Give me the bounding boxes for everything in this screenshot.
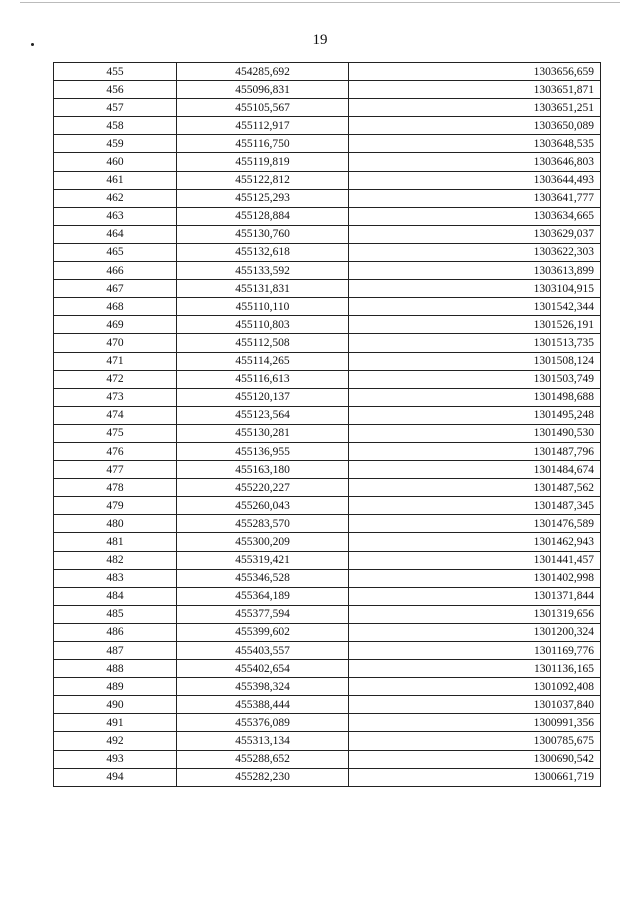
- point-number-cell: 474: [54, 406, 177, 424]
- table-row: [54, 551, 601, 569]
- y-coordinate-cell: 1301476,589: [349, 515, 601, 533]
- point-number-cell: 472: [54, 370, 177, 388]
- y-coordinate-cell: 1300690,542: [349, 750, 601, 768]
- y-coordinate-cell: 1300991,356: [349, 714, 601, 732]
- point-number-cell: 492: [54, 732, 177, 750]
- x-coordinate-cell: 455130,281: [177, 424, 349, 442]
- x-coordinate-cell: 455376,089: [177, 714, 349, 732]
- y-coordinate-cell: 1303646,803: [349, 153, 601, 171]
- table-row: [54, 406, 601, 424]
- table-row: [54, 189, 601, 207]
- x-coordinate-cell: 455319,421: [177, 551, 349, 569]
- y-coordinate-cell: 1301200,324: [349, 623, 601, 641]
- x-coordinate-cell: 455260,043: [177, 497, 349, 515]
- x-coordinate-cell: 455402,654: [177, 660, 349, 678]
- y-coordinate-cell: 1303651,251: [349, 99, 601, 117]
- table-row: [54, 262, 601, 280]
- x-coordinate-cell: 455116,750: [177, 135, 349, 153]
- table-row: [54, 171, 601, 189]
- point-number-cell: 493: [54, 750, 177, 768]
- point-number-cell: 462: [54, 189, 177, 207]
- x-coordinate-cell: 455288,652: [177, 750, 349, 768]
- x-coordinate-cell: 455128,884: [177, 207, 349, 225]
- y-coordinate-cell: 1303629,037: [349, 225, 601, 243]
- table-row: [54, 442, 601, 460]
- x-coordinate-cell: 455399,602: [177, 623, 349, 641]
- table-row: [54, 660, 601, 678]
- x-coordinate-cell: 455133,592: [177, 262, 349, 280]
- coordinates-table-body: [54, 63, 601, 787]
- table-row: [54, 225, 601, 243]
- y-coordinate-cell: 1303104,915: [349, 280, 601, 298]
- x-coordinate-cell: 455300,209: [177, 533, 349, 551]
- y-coordinate-cell: 1301136,165: [349, 660, 601, 678]
- y-coordinate-cell: 1300661,719: [349, 768, 601, 786]
- y-coordinate-cell: 1303634,665: [349, 207, 601, 225]
- x-coordinate-cell: 455377,594: [177, 605, 349, 623]
- table-row: [54, 461, 601, 479]
- y-coordinate-cell: 1301037,840: [349, 696, 601, 714]
- x-coordinate-cell: 455136,955: [177, 442, 349, 460]
- table-row: [54, 370, 601, 388]
- y-coordinate-cell: 1301169,776: [349, 642, 601, 660]
- y-coordinate-cell: 1303641,777: [349, 189, 601, 207]
- x-coordinate-cell: 455220,227: [177, 479, 349, 497]
- point-number-cell: 485: [54, 605, 177, 623]
- y-coordinate-cell: 1301487,562: [349, 479, 601, 497]
- point-number-cell: 478: [54, 479, 177, 497]
- y-coordinate-cell: 1301462,943: [349, 533, 601, 551]
- point-number-cell: 466: [54, 262, 177, 280]
- x-coordinate-cell: 455283,570: [177, 515, 349, 533]
- y-coordinate-cell: 1301508,124: [349, 352, 601, 370]
- y-coordinate-cell: 1301495,248: [349, 406, 601, 424]
- y-coordinate-cell: 1301526,191: [349, 316, 601, 334]
- table-row: [54, 388, 601, 406]
- point-number-cell: 456: [54, 81, 177, 99]
- table-row: [54, 298, 601, 316]
- point-number-cell: 468: [54, 298, 177, 316]
- coordinates-table: [53, 62, 601, 787]
- table-row: [54, 243, 601, 261]
- y-coordinate-cell: 1303656,659: [349, 63, 601, 81]
- point-number-cell: 494: [54, 768, 177, 786]
- point-number-cell: 473: [54, 388, 177, 406]
- x-coordinate-cell: 455123,564: [177, 406, 349, 424]
- y-coordinate-cell: 1301542,344: [349, 298, 601, 316]
- y-coordinate-cell: 1301503,749: [349, 370, 601, 388]
- top-rule: [20, 2, 620, 3]
- y-coordinate-cell: 1301092,408: [349, 678, 601, 696]
- point-number-cell: 489: [54, 678, 177, 696]
- y-coordinate-cell: 1301487,345: [349, 497, 601, 515]
- point-number-cell: 486: [54, 623, 177, 641]
- table-row: [54, 497, 601, 515]
- point-number-cell: 476: [54, 442, 177, 460]
- point-number-cell: 491: [54, 714, 177, 732]
- table-row: [54, 479, 601, 497]
- table-row: [54, 750, 601, 768]
- table-row: [54, 316, 601, 334]
- table-row: [54, 135, 601, 153]
- point-number-cell: 458: [54, 117, 177, 135]
- table-row: [54, 587, 601, 605]
- y-coordinate-cell: 1301490,530: [349, 424, 601, 442]
- y-coordinate-cell: 1301319,656: [349, 605, 601, 623]
- table-row: [54, 334, 601, 352]
- point-number-cell: 481: [54, 533, 177, 551]
- x-coordinate-cell: 455282,230: [177, 768, 349, 786]
- point-number-cell: 465: [54, 243, 177, 261]
- y-coordinate-cell: 1301402,998: [349, 569, 601, 587]
- y-coordinate-cell: 1301487,796: [349, 442, 601, 460]
- x-coordinate-cell: 455346,528: [177, 569, 349, 587]
- x-coordinate-cell: 455122,812: [177, 171, 349, 189]
- y-coordinate-cell: 1300785,675: [349, 732, 601, 750]
- point-number-cell: 480: [54, 515, 177, 533]
- point-number-cell: 487: [54, 642, 177, 660]
- x-coordinate-cell: 455112,917: [177, 117, 349, 135]
- table-row: [54, 714, 601, 732]
- x-coordinate-cell: 455313,134: [177, 732, 349, 750]
- x-coordinate-cell: 455114,265: [177, 352, 349, 370]
- y-coordinate-cell: 1301371,844: [349, 587, 601, 605]
- table-row: [54, 424, 601, 442]
- table-row: [54, 533, 601, 551]
- table-row: [54, 642, 601, 660]
- table-row: [54, 352, 601, 370]
- table-row: [54, 678, 601, 696]
- point-number-cell: 484: [54, 587, 177, 605]
- page-number: 19: [312, 32, 328, 48]
- point-number-cell: 471: [54, 352, 177, 370]
- point-number-cell: 477: [54, 461, 177, 479]
- x-coordinate-cell: 455398,324: [177, 678, 349, 696]
- table-row: [54, 153, 601, 171]
- table-row: [54, 623, 601, 641]
- y-coordinate-cell: 1303648,535: [349, 135, 601, 153]
- x-coordinate-cell: 455364,189: [177, 587, 349, 605]
- y-coordinate-cell: 1303650,089: [349, 117, 601, 135]
- table-row: [54, 569, 601, 587]
- table-row: [54, 280, 601, 298]
- x-coordinate-cell: 455119,819: [177, 153, 349, 171]
- x-coordinate-cell: 455130,760: [177, 225, 349, 243]
- x-coordinate-cell: 455131,831: [177, 280, 349, 298]
- y-coordinate-cell: 1303644,493: [349, 171, 601, 189]
- x-coordinate-cell: 455110,110: [177, 298, 349, 316]
- point-number-cell: 469: [54, 316, 177, 334]
- x-coordinate-cell: 454285,692: [177, 63, 349, 81]
- table-row: [54, 99, 601, 117]
- point-number-cell: 461: [54, 171, 177, 189]
- y-coordinate-cell: 1303651,871: [349, 81, 601, 99]
- x-coordinate-cell: 455125,293: [177, 189, 349, 207]
- table-row: [54, 515, 601, 533]
- point-number-cell: 459: [54, 135, 177, 153]
- margin-dot: [31, 43, 34, 46]
- y-coordinate-cell: 1301441,457: [349, 551, 601, 569]
- point-number-cell: 467: [54, 280, 177, 298]
- table-row: [54, 768, 601, 786]
- table-row: [54, 696, 601, 714]
- x-coordinate-cell: 455120,137: [177, 388, 349, 406]
- table-row: [54, 117, 601, 135]
- y-coordinate-cell: 1301498,688: [349, 388, 601, 406]
- y-coordinate-cell: 1303622,303: [349, 243, 601, 261]
- x-coordinate-cell: 455096,831: [177, 81, 349, 99]
- point-number-cell: 463: [54, 207, 177, 225]
- y-coordinate-cell: 1301484,674: [349, 461, 601, 479]
- table-row: [54, 63, 601, 81]
- table-row: [54, 605, 601, 623]
- point-number-cell: 475: [54, 424, 177, 442]
- x-coordinate-cell: 455163,180: [177, 461, 349, 479]
- y-coordinate-cell: 1301513,735: [349, 334, 601, 352]
- table-row: [54, 81, 601, 99]
- point-number-cell: 488: [54, 660, 177, 678]
- x-coordinate-cell: 455110,803: [177, 316, 349, 334]
- x-coordinate-cell: 455388,444: [177, 696, 349, 714]
- x-coordinate-cell: 455132,618: [177, 243, 349, 261]
- x-coordinate-cell: 455112,508: [177, 334, 349, 352]
- point-number-cell: 479: [54, 497, 177, 515]
- point-number-cell: 490: [54, 696, 177, 714]
- point-number-cell: 470: [54, 334, 177, 352]
- point-number-cell: 460: [54, 153, 177, 171]
- y-coordinate-cell: 1303613,899: [349, 262, 601, 280]
- point-number-cell: 455: [54, 63, 177, 81]
- point-number-cell: 457: [54, 99, 177, 117]
- point-number-cell: 483: [54, 569, 177, 587]
- x-coordinate-cell: 455105,567: [177, 99, 349, 117]
- point-number-cell: 464: [54, 225, 177, 243]
- table-row: [54, 732, 601, 750]
- x-coordinate-cell: 455403,557: [177, 642, 349, 660]
- point-number-cell: 482: [54, 551, 177, 569]
- x-coordinate-cell: 455116,613: [177, 370, 349, 388]
- table-row: [54, 207, 601, 225]
